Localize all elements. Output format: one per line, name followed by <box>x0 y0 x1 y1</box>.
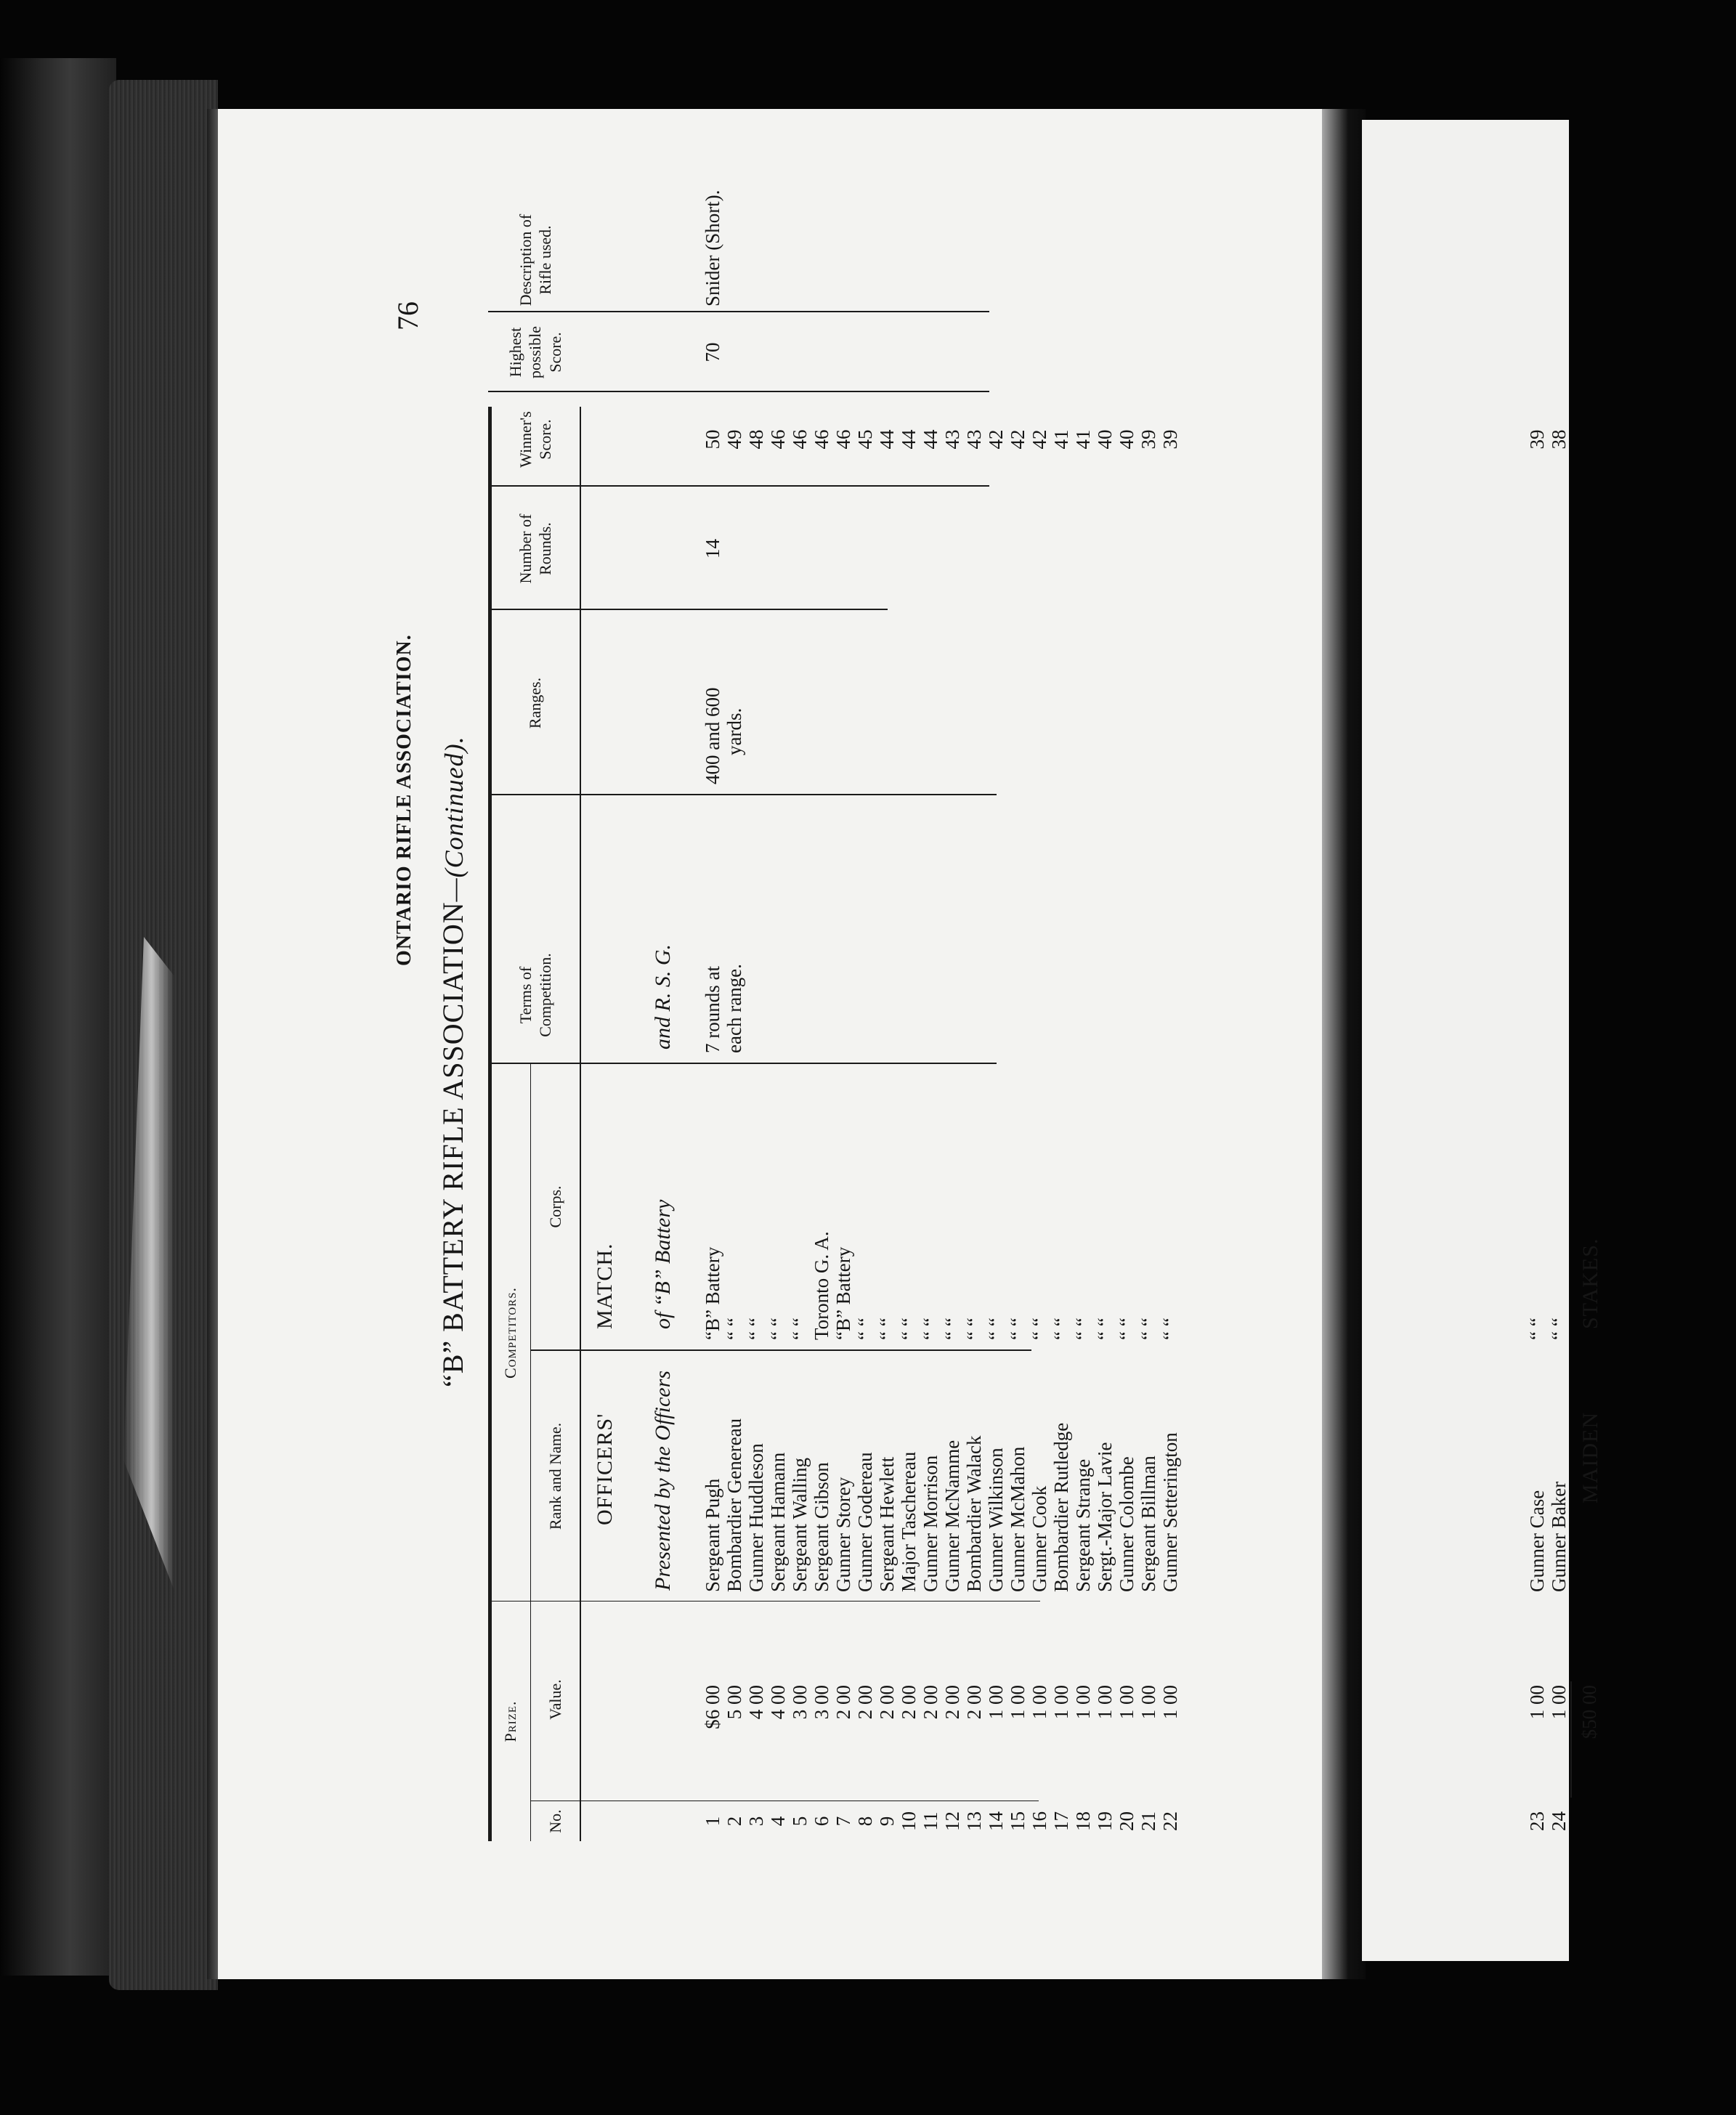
row-no: 12 <box>941 1811 963 1831</box>
match-title-part1: OFFICERS' <box>593 1413 617 1525</box>
row-name: Sergeant Billman <box>1137 1456 1159 1592</box>
row-score: 41 <box>1050 429 1072 450</box>
match-sub-part1: Presented by the Officers <box>651 1371 675 1591</box>
row-corps: “ “ <box>985 1318 1007 1340</box>
row-no: 3 <box>745 1816 767 1827</box>
row-score: 42 <box>1029 429 1050 450</box>
ranges-cell <box>701 688 745 784</box>
row-score: 40 <box>1116 429 1137 450</box>
col-value: Value. <box>546 1679 565 1720</box>
col-corps: Corps. <box>546 1185 565 1228</box>
cont-no-column <box>1525 1801 1569 1841</box>
total-value: $50 00 <box>1578 1685 1600 1740</box>
row-corps: “ “ <box>1007 1318 1029 1340</box>
row-corps: “ “ <box>1159 1318 1181 1340</box>
row-corps: “ “ <box>876 1318 898 1340</box>
row-no: 19 <box>1094 1811 1116 1831</box>
col-ranges: Ranges. <box>526 677 545 729</box>
row-corps: “ “ <box>941 1318 963 1340</box>
row-value: 2 00 <box>898 1685 920 1720</box>
row-corps: “ “ <box>898 1318 920 1340</box>
row-value: 5 00 <box>723 1685 745 1720</box>
rounds-cell <box>701 489 723 609</box>
row-value: 3 00 <box>789 1685 811 1720</box>
row-corps: “ “ <box>1072 1318 1094 1340</box>
row-value: $6 00 <box>702 1685 723 1729</box>
row-score: 39 <box>1137 429 1159 450</box>
col-no: No. <box>546 1809 565 1833</box>
col-competitors: Competitors. <box>501 1286 520 1379</box>
row-name: Bombardier Genereau <box>723 1418 745 1592</box>
row-name: Gunner Storey <box>832 1477 854 1592</box>
row-name: Gunner Morrison <box>920 1455 941 1592</box>
row-corps: “ “ <box>1137 1318 1159 1340</box>
row-corps: “ “ <box>854 1318 876 1340</box>
row-score: 42 <box>985 429 1007 450</box>
row-no: 17 <box>1050 1811 1072 1831</box>
col-rifle: Description of Rifle used. <box>516 214 554 307</box>
rifle-cell <box>701 190 723 307</box>
row-no: 5 <box>789 1816 811 1827</box>
corps-column <box>701 1071 1180 1340</box>
row-name: Gunner Colombe <box>1116 1456 1137 1592</box>
row-value: 4 00 <box>745 1685 767 1720</box>
row-corps: “ “ <box>1526 1318 1548 1340</box>
row-name: Gunner Wilkinson <box>985 1448 1007 1592</box>
sep-score-highest <box>488 391 989 392</box>
row-name: Sergeant Pugh <box>702 1478 723 1592</box>
row-name: Gunner Baker <box>1548 1481 1570 1592</box>
terms-cell <box>701 964 745 1053</box>
row-value: 1 00 <box>1072 1685 1094 1720</box>
row-name: Gunner Case <box>1526 1490 1548 1592</box>
score-column <box>701 394 1180 485</box>
sep-rounds-score <box>488 485 989 487</box>
row-name: Gunner Cook <box>1029 1485 1050 1592</box>
row-name: Sergeant Strange <box>1072 1458 1094 1592</box>
col-rank-name: Rank and Name. <box>546 1422 565 1530</box>
page-title <box>436 736 471 1387</box>
row-score: 46 <box>832 429 854 450</box>
row-no: 22 <box>1159 1811 1181 1831</box>
row-score: 43 <box>941 429 963 450</box>
row-score: 49 <box>723 429 745 450</box>
cont-value-column <box>1525 1685 1569 1798</box>
page-number: 76 <box>392 301 424 330</box>
row-value: 1 00 <box>1116 1685 1137 1720</box>
row-value: 2 00 <box>941 1685 963 1720</box>
sep-terms-ranges <box>488 794 997 795</box>
row-no: 14 <box>985 1811 1007 1831</box>
row-score: 46 <box>767 429 789 450</box>
value-column <box>701 1685 1180 1798</box>
col-rounds: Number of Rounds. <box>516 513 554 584</box>
row-corps: “ “ <box>1116 1318 1137 1340</box>
running-head: ONTARIO RIFLE ASSOCIATION. <box>393 634 415 966</box>
row-corps: “B” Battery <box>702 1246 723 1340</box>
prize-subhead-rule <box>530 1602 531 1841</box>
row-no: 1 <box>702 1816 723 1827</box>
row-name: Sergeant Hewlett <box>876 1456 898 1592</box>
row-value: 1 00 <box>1548 1685 1570 1720</box>
row-no: 10 <box>898 1811 920 1831</box>
row-name: Bombardier Rutledge <box>1050 1422 1072 1592</box>
row-name: Gunner Setterington <box>1159 1432 1181 1592</box>
row-value: 3 00 <box>811 1685 832 1720</box>
row-value: 1 00 <box>1137 1685 1159 1720</box>
facing-page-continuation <box>1518 291 1736 1852</box>
cont-name-column <box>1525 1482 1569 1592</box>
cont-score-column <box>1525 394 1569 485</box>
sep-highest-rifle <box>488 311 989 312</box>
match-sub-part2: of “B” Battery <box>651 1199 675 1329</box>
row-no: 6 <box>811 1816 832 1827</box>
col-terms: Terms of Competition. <box>516 953 554 1037</box>
highest-cell <box>701 314 723 391</box>
table-top-rule <box>488 407 492 1841</box>
row-value: 1 00 <box>1094 1685 1116 1720</box>
col-prize: Prize. <box>501 1700 520 1742</box>
sep-ranges-rounds <box>488 609 888 610</box>
rifle-value: Snider (Short). <box>702 190 723 307</box>
next-section-part1: MAIDEN <box>1578 1412 1602 1503</box>
highest-value: 70 <box>702 342 723 362</box>
row-score: 44 <box>876 429 898 450</box>
row-name: Sergeant Hamann <box>767 1452 789 1592</box>
row-score: 39 <box>1526 429 1548 450</box>
terms-line-2: each range. <box>723 964 745 1053</box>
row-corps: “ “ <box>920 1318 941 1340</box>
row-value: 2 00 <box>920 1685 941 1720</box>
row-corps: Toronto G. A. <box>811 1231 832 1340</box>
book-gutter <box>1322 109 1366 1979</box>
row-score: 38 <box>1548 429 1570 450</box>
row-no: 2 <box>723 1816 745 1827</box>
match-title-part2: MATCH. <box>593 1243 617 1329</box>
match-sub-part3: and R. S. G. <box>651 944 675 1050</box>
row-score: 46 <box>811 429 832 450</box>
col-highest-score: Highest possible Score. <box>506 325 564 379</box>
row-name: Sergt.-Major Lavie <box>1094 1442 1116 1592</box>
row-value: 2 00 <box>876 1685 898 1720</box>
row-value: 1 00 <box>1526 1685 1548 1720</box>
row-value: 4 00 <box>767 1685 789 1720</box>
row-score: 44 <box>898 429 920 450</box>
row-score: 45 <box>854 429 876 450</box>
row-value: 2 00 <box>963 1685 985 1720</box>
row-corps: “ “ <box>745 1318 767 1340</box>
row-name: Gunner McNamme <box>941 1440 963 1592</box>
row-score: 43 <box>963 429 985 450</box>
row-name: Sergeant Walling <box>789 1457 811 1592</box>
row-name: Gunner McMahon <box>1007 1446 1029 1592</box>
row-value: 1 00 <box>1007 1685 1029 1720</box>
row-no: 8 <box>854 1816 876 1827</box>
cont-corps-column <box>1525 1318 1569 1340</box>
row-no: 11 <box>920 1811 941 1831</box>
row-corps: “B” Battery <box>832 1246 854 1340</box>
terms-line-1: 7 rounds at <box>702 966 723 1053</box>
row-corps: “ “ <box>1029 1318 1050 1340</box>
row-score: 41 <box>1072 429 1094 450</box>
row-no: 24 <box>1548 1811 1570 1831</box>
row-name: Gunner Huddleson <box>745 1443 767 1592</box>
row-score: 44 <box>920 429 941 450</box>
header-bottom-rule <box>580 407 581 1841</box>
row-value: 2 00 <box>854 1685 876 1720</box>
row-value: 1 00 <box>1159 1685 1181 1720</box>
row-no: 9 <box>876 1816 898 1827</box>
row-score: 50 <box>702 429 723 450</box>
sep-rank-corps <box>530 1349 1031 1351</box>
row-corps: “ “ <box>767 1318 789 1340</box>
row-no: 18 <box>1072 1811 1094 1831</box>
row-no: 20 <box>1116 1811 1137 1831</box>
row-score: 46 <box>789 429 811 450</box>
row-name: Bombardier Walack <box>963 1435 985 1592</box>
next-section-part2: STAKES. <box>1578 1238 1602 1329</box>
row-corps: “ “ <box>963 1318 985 1340</box>
row-corps: “ “ <box>723 1318 745 1340</box>
row-value: 2 00 <box>832 1685 854 1720</box>
row-name: Major Taschereau <box>898 1451 920 1592</box>
rounds-value: 14 <box>702 539 723 559</box>
row-no: 23 <box>1526 1811 1548 1831</box>
row-corps: “ “ <box>789 1318 811 1340</box>
row-no: 4 <box>767 1816 789 1827</box>
row-no: 15 <box>1007 1811 1029 1831</box>
row-score: 40 <box>1094 429 1116 450</box>
no-column <box>701 1801 1180 1841</box>
row-name: Gunner Godereau <box>854 1452 876 1592</box>
row-corps: “ “ <box>1050 1318 1072 1340</box>
rotated-table-page <box>385 190 1228 1852</box>
ranges-line-1: 400 and 600 <box>702 687 723 784</box>
row-no: 13 <box>963 1811 985 1831</box>
row-corps: “ “ <box>1548 1318 1570 1340</box>
ranges-line-2: yards. <box>723 707 745 755</box>
book-spine <box>0 58 116 1976</box>
col-winners-score: Winner's Score. <box>516 411 554 468</box>
row-corps: “ “ <box>1094 1318 1116 1340</box>
row-no: 7 <box>832 1816 854 1827</box>
rank-name-column <box>701 1356 1180 1592</box>
competitors-subhead-rule <box>530 1064 531 1602</box>
row-value: 1 00 <box>985 1685 1007 1720</box>
row-value: 1 00 <box>1050 1685 1072 1720</box>
row-score: 48 <box>745 429 767 450</box>
title-text: “B” BATTERY RIFLE ASSOCIATION <box>437 901 469 1387</box>
total-rule <box>1570 1681 1572 1798</box>
row-no: 16 <box>1029 1811 1050 1831</box>
row-name: Sergeant Gibson <box>811 1462 832 1592</box>
row-score: 42 <box>1007 429 1029 450</box>
title-continued: —(Continued). <box>439 736 469 902</box>
row-value: 1 00 <box>1029 1685 1050 1720</box>
row-no: 21 <box>1137 1811 1159 1831</box>
row-score: 39 <box>1159 429 1181 450</box>
